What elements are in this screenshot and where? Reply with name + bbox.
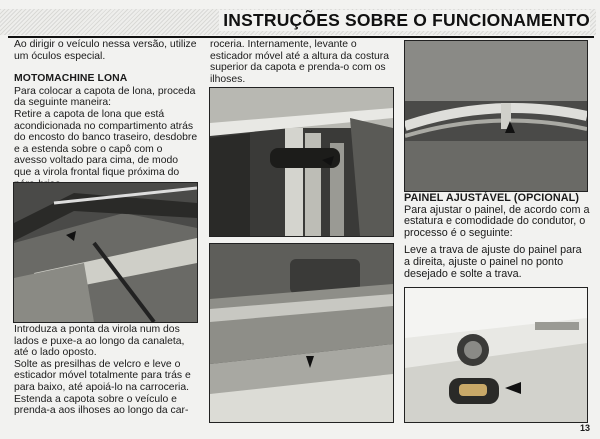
photo-roof-seam xyxy=(404,40,588,192)
paragraph: Para colocar a capota de lona, proceda da seguinte maneira: xyxy=(14,85,196,109)
paragraph: Estenda a capota sobre o veículo e prenda-a aos ilhoses ao longo da car- xyxy=(14,393,189,417)
section-heading-lona: MOTOMACHINE LONA xyxy=(14,73,128,85)
intro-text: Ao dirigir o veículo nessa versão, utilize um óculos especial. xyxy=(14,39,197,62)
paragraph: Introduza a ponta da virola num dos lados e puxe-a ao longo da canaleta, até o lado oposto. xyxy=(14,324,185,359)
paragraph: Para ajustar o painel, de acordo com a estatura e comodidade do condutor, o processo é o seguinte: xyxy=(404,203,590,239)
photo-rear-seat xyxy=(209,243,394,423)
photo-roll-bar xyxy=(209,87,394,237)
paragraph: Retire a capota de lona que está acondicionada no compartimento atrás do encosto do banco traseiro, desdobre e a estenda sobre o capô com o avesso voltado para cima, de modo que a virola frontal fique próxima do xyxy=(14,108,198,178)
column-1-top xyxy=(14,39,198,190)
photo-panel-lock xyxy=(404,287,588,423)
paragraph: Solte as presilhas de velcro e leve o esticador móvel totalmente para trás e para baixo, até apoiá-lo na carroceria. xyxy=(14,358,191,393)
header-rule xyxy=(8,36,594,38)
section-heading-painel: PAINEL AJUSTÁVEL (OPCIONAL) xyxy=(404,192,580,204)
column-3-text xyxy=(404,193,590,280)
paragraph: roceria. Internamente, levante o esticador móvel até a altura da costura superior da capota e prenda-o com os ilhoses. xyxy=(210,39,390,85)
column-2-top xyxy=(210,39,392,85)
paragraph: Leve a trava de ajuste do painel para a direita, ajuste o painel no ponto desejado e solte a trava. xyxy=(404,244,582,280)
column-1-bottom xyxy=(14,324,198,417)
page-number: 13 xyxy=(579,423,590,433)
page-header xyxy=(0,9,596,35)
photo-canvas-roof xyxy=(13,182,198,323)
page-title: INSTRUÇÕES SOBRE O FUNCIONAMENTO xyxy=(219,10,590,31)
